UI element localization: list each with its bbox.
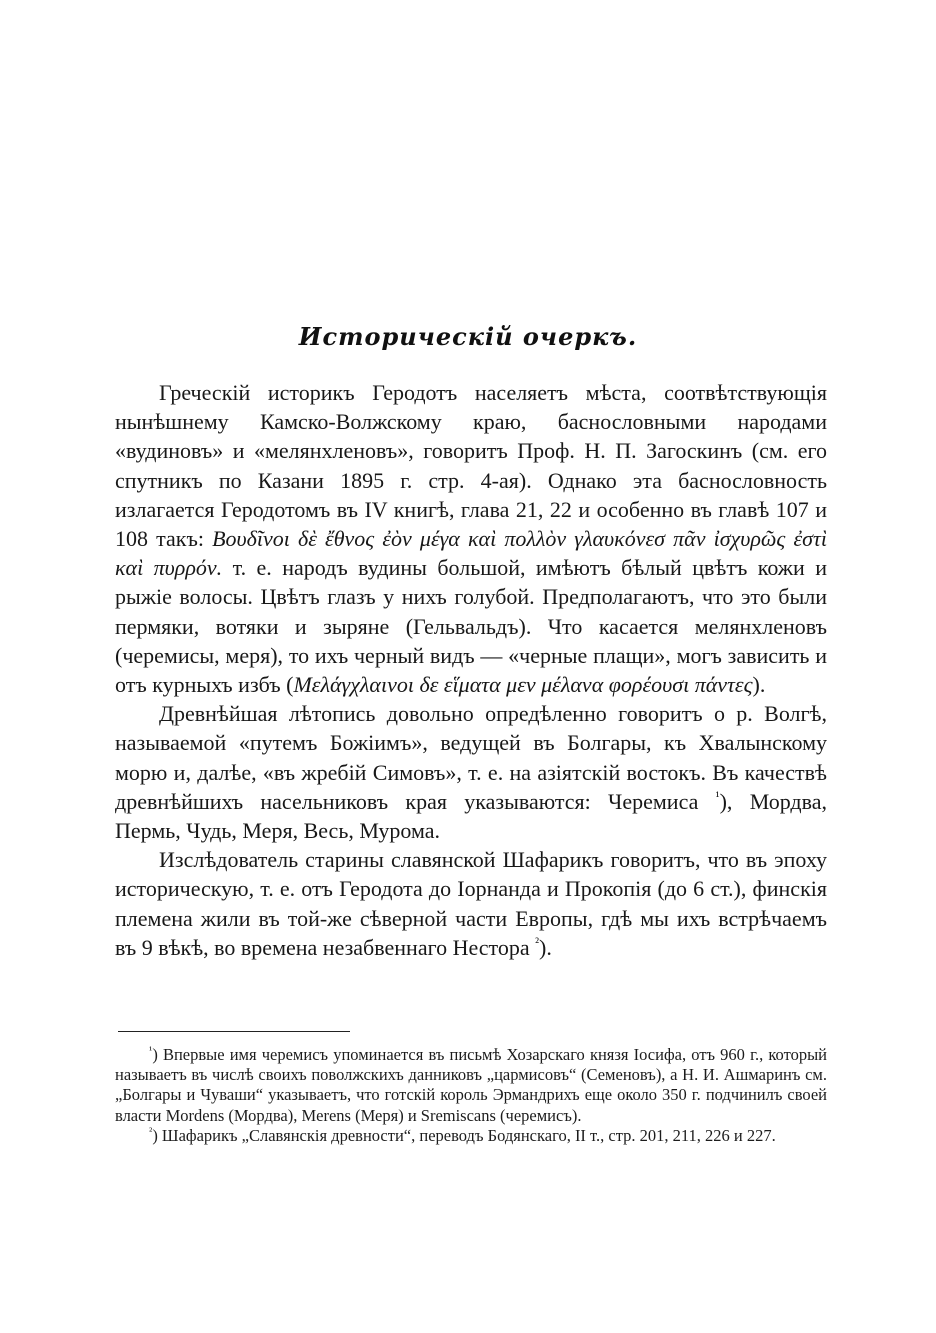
paragraph-1-text-c: ). xyxy=(752,672,766,698)
footnote-ref-1: ¹ xyxy=(715,788,720,804)
footnote-2-text: ) Шафарикъ „Славянскія древности“, переводъ Бодянскаго, II т., стр. 201, 211, 226 и 227. xyxy=(152,1125,776,1145)
footnote-2 xyxy=(115,1126,827,1146)
paragraph-2-text-a: Древнѣйшая лѣтопись довольно опредѣленно говоритъ о р. Волгѣ, называемой «путемъ Божіимъ», ведущей въ Болгары, къ Хвалынскому морю и, далѣе, «въ жребій Симовъ», т. е. на азіятскій востокъ. Въ качествѣ древнѣйшихъ насельниковъ края указываются: Черемиса xyxy=(115,701,827,814)
paragraph-1-text-b: т. е. народъ вудины большой, имѣютъ бѣлый цвѣтъ кожи и рыжіе волосы. Цвѣтъ глазъ у нихъ голубой. Предполагаютъ, что это были пермяки, вотяки и зыряне (Гельвальдъ). Что касается мелянхленовъ (черемисы, меря), то ихъ черный видъ — «черные плащи», могъ зависить и отъ курныхъ избъ ( xyxy=(115,555,827,698)
main-text xyxy=(115,378,827,962)
footnote-ref-2: ² xyxy=(535,934,540,950)
paragraph-2-text-b: ), Мордва, Пермь, Чудь, Меря, Весь, Мурома. xyxy=(115,788,827,844)
paragraph-3-text-a: Изслѣдователь старины славянской Шафарикъ говоритъ, что въ эпоху историческую, т. е. отъ Геродота до Іорнанда и Прокопія (до 6 ст.), финскія племена жили въ той-же сѣверной части Европы, гдѣ мы ихъ встрѣчаемъ въ 9 вѣкѣ, во времена незабвеннаго Нестора xyxy=(115,847,827,960)
paragraph-3-text-b: ). xyxy=(539,934,552,960)
greek-quote-melanchlainoi: Μελάγχλαινοι δε εἵματα μεν μέλανα φορέουσι πάντες xyxy=(293,672,753,698)
paragraph-herodotus xyxy=(115,378,827,699)
chapter-title: Историческій очеркъ. xyxy=(298,322,638,351)
footnote-2-mark: ² xyxy=(149,1125,153,1138)
paragraph-chronicle xyxy=(115,699,827,845)
footnotes xyxy=(115,1045,827,1146)
paragraph-1-text-a: Греческій историкъ Геродотъ населяетъ мѣста, соотвѣтствующія нынѣшнему Камско-Волжскому краю, баснословными народами «вудиновъ» и «мелянхленовъ», говоритъ Проф. Н. П. Загоскинъ (см. его спутникъ по Казани 1895 г. стр. 4-ая). Однако эта баснословность излагается Геродотомъ въ IV книгѣ, глава 21, 22 и особенно въ главѣ 107 и 108 такъ: xyxy=(115,380,827,552)
footnote-1 xyxy=(115,1045,827,1126)
footnote-1-text: ) Впервые имя черемисъ упоминается въ письмѣ Хозарскаго князя Іосифа, отъ 960 г., который называетъ въ числѣ своихъ поволжскихъ данниковъ „цармисовъ“ (Семеновъ), а Н. И. Ашмаринъ см. „Болгары и Чуваши“ указываетъ, что готскій король Эрмандрихъ еще около 350 г. подчинилъ своей власти Mordens (Мордва), Merens (Меря) и Sremiscans (черемисъ). xyxy=(115,1045,827,1125)
greek-quote-budinoi: Βουδῖνοι δὲ ἔθνος ἐὸν μέγα καὶ πολλὸν γλαυκόνεσ πᾶν ἰσχυρῶς ἐστὶ καὶ πυρρόν. xyxy=(115,526,827,581)
footnote-1-mark: ¹ xyxy=(149,1044,153,1057)
footnote-separator xyxy=(118,1031,350,1032)
paragraph-shafarik xyxy=(115,845,827,962)
